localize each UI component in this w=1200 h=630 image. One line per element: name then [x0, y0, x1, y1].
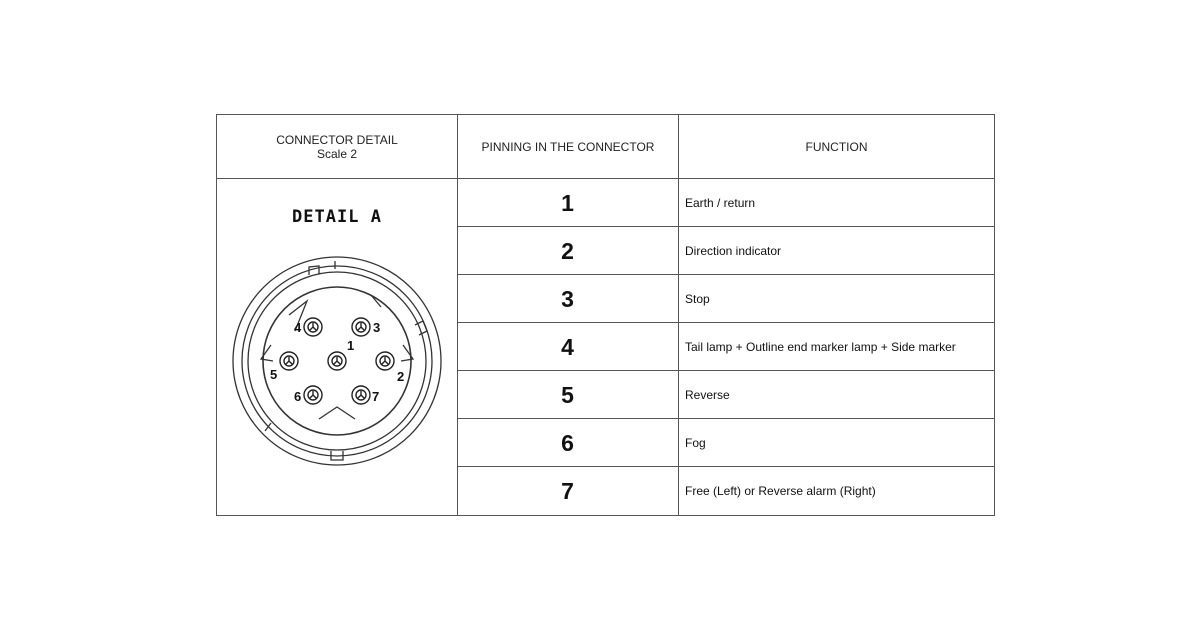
pin-number: 4 [561, 333, 574, 360]
pin-label-3: 3 [373, 320, 381, 335]
key-tab [319, 407, 355, 419]
pin-function: Earth / return [685, 196, 756, 210]
pin-socket-6 [304, 386, 322, 404]
pin-function: Stop [685, 292, 710, 306]
pin-socket-4 [304, 318, 322, 336]
pin-label-7: 7 [372, 389, 380, 404]
pin-number: 3 [561, 285, 574, 312]
pin-number: 7 [561, 477, 574, 504]
pin-function: Reverse [685, 388, 730, 402]
header-connector-detail [217, 115, 457, 178]
pin-label-1: 1 [347, 338, 355, 353]
header-connector-detail-title: CONNECTOR DETAIL [276, 132, 398, 147]
pin-label-4: 4 [294, 320, 302, 335]
pin-function: Tail lamp + Outline end marker lamp + Side marker [685, 340, 956, 354]
pin-number: 1 [561, 189, 574, 216]
pin-socket-3 [352, 318, 370, 336]
pin-function: Free (Left) or Reverse alarm (Right) [685, 484, 876, 498]
header-pinning [458, 115, 678, 178]
pinout-table [216, 114, 995, 516]
pin-socket-5 [280, 352, 298, 370]
pin-label-5: 5 [270, 367, 278, 382]
pin-function: Fog [685, 436, 706, 450]
pin-socket-7 [352, 386, 370, 404]
pin-number: 5 [561, 381, 574, 408]
detail-a-title: DETAIL A [292, 207, 382, 227]
pin-function: Direction indicator [685, 244, 782, 258]
pin-label-2: 2 [397, 369, 405, 384]
header-function [679, 115, 994, 178]
pin-socket-2 [376, 352, 394, 370]
pin-label-6: 6 [294, 389, 302, 404]
pin-number: 6 [561, 429, 574, 456]
pin-number: 2 [561, 237, 574, 264]
header-pinning-label: PINNING IN THE CONNECTOR [481, 139, 655, 154]
header-function-label: FUNCTION [805, 139, 868, 154]
header-connector-detail-scale: Scale 2 [316, 146, 358, 161]
connector-diagram [231, 255, 443, 467]
pin-socket-1 [328, 352, 346, 370]
